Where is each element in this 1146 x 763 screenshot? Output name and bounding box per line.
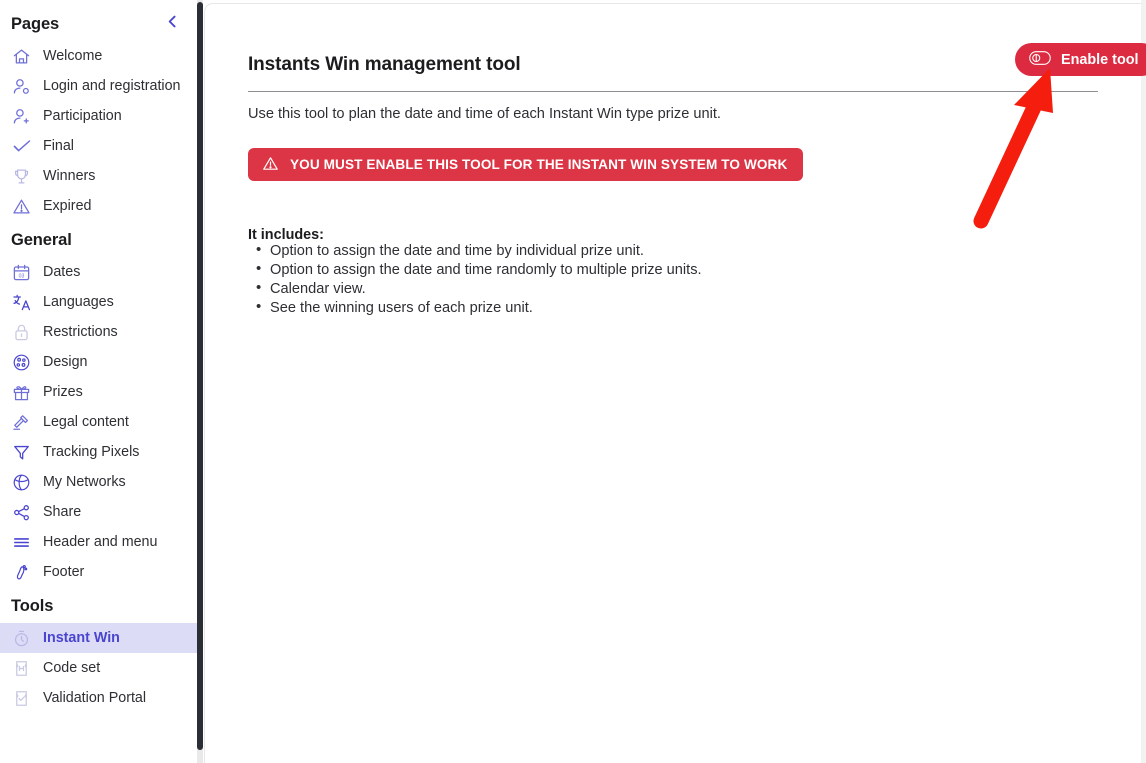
sidebar-item-label: Welcome	[43, 48, 103, 64]
globe-icon	[11, 472, 32, 493]
share-icon	[11, 502, 32, 523]
sidebar-item-label: Instant Win	[43, 630, 120, 646]
ticket-check-icon	[11, 688, 32, 709]
sidebar-header	[0, 0, 197, 41]
sidebar-item-prizes[interactable]	[0, 377, 197, 407]
sidebar-item-share[interactable]	[0, 497, 197, 527]
sidebar-item-winners[interactable]	[0, 161, 197, 191]
sidebar-item-label: Winners	[43, 168, 96, 184]
sidebar-item-footer[interactable]	[0, 557, 197, 587]
translate-icon	[11, 292, 32, 313]
menu-icon	[11, 532, 32, 553]
footprint-icon	[11, 562, 32, 583]
title-divider	[248, 91, 1098, 92]
sidebar-item-label: Share	[43, 504, 82, 520]
user-login-icon	[11, 76, 32, 97]
page-title: Instants Win management tool	[248, 54, 521, 75]
includes-list	[248, 242, 702, 318]
sidebar-item-label: Tracking Pixels	[43, 444, 140, 460]
sidebar-section-pages	[0, 41, 197, 221]
palette-icon	[11, 352, 32, 373]
sidebar-item-label: Legal content	[43, 414, 129, 430]
sidebar-item-design[interactable]	[0, 347, 197, 377]
sidebar-item-label: Restrictions	[43, 324, 118, 340]
intro-text: Use this tool to plan the date and time of each Instant Win type prize unit.	[248, 106, 721, 122]
warning-banner	[248, 148, 803, 181]
sidebar-item-label: Dates	[43, 264, 81, 280]
includes-title: It includes:	[248, 227, 324, 243]
sidebar-item-dates[interactable]	[0, 257, 197, 287]
alert-triangle-icon	[262, 155, 279, 175]
sidebar-item-participation[interactable]	[0, 101, 197, 131]
sidebar-title: Pages	[11, 14, 60, 33]
sidebar-item-restrictions[interactable]	[0, 317, 197, 347]
sidebar-item-tracking-pixels[interactable]	[0, 437, 197, 467]
svg-text:03: 03	[18, 272, 25, 279]
right-edge-strip	[1141, 0, 1146, 763]
sidebar-item-my-networks[interactable]	[0, 467, 197, 497]
sidebar-item-expired[interactable]	[0, 191, 197, 221]
sidebar-collapse-button[interactable]	[161, 13, 183, 35]
sidebar-section-heading-tools: Tools	[11, 597, 54, 615]
sidebar-item-label: My Networks	[43, 474, 126, 490]
sidebar-item-label: Footer	[43, 564, 85, 580]
sidebar-section-heading-general: General	[11, 231, 72, 249]
stopwatch-icon	[11, 628, 32, 649]
calendar-icon	[11, 262, 32, 283]
enable-tool-label: Enable tool	[1061, 51, 1139, 68]
sidebar-item-languages[interactable]	[0, 287, 197, 317]
home-icon	[11, 46, 32, 67]
sidebar-item-validation-portal[interactable]	[0, 683, 197, 713]
sidebar-item-label: Login and registration	[43, 78, 181, 94]
sidebar-item-label: Code set	[43, 660, 101, 676]
sidebar-item-final[interactable]	[0, 131, 197, 161]
sidebar-item-label: Final	[43, 138, 74, 154]
sidebar-item-login-and-registration[interactable]	[0, 71, 197, 101]
list-item: • Option to assign the date and time by individual prize unit.	[270, 242, 702, 261]
sidebar-item-label: Header and menu	[43, 534, 158, 550]
ticket-icon	[11, 658, 32, 679]
gift-icon	[11, 382, 32, 403]
sidebar-item-label: Prizes	[43, 384, 83, 400]
funnel-icon	[11, 442, 32, 463]
list-item: • Calendar view.	[270, 280, 702, 299]
alert-triangle-icon	[11, 196, 32, 217]
sidebar-item-label: Participation	[43, 108, 122, 124]
sidebar-scrollbar-thumb[interactable]	[197, 2, 203, 750]
sidebar-item-code-set[interactable]	[0, 653, 197, 683]
trophy-icon	[11, 166, 32, 187]
warning-banner-text: YOU MUST ENABLE THIS TOOL FOR THE INSTANT WIN SYSTEM TO WORK	[290, 157, 788, 172]
toggle-off-icon	[1029, 50, 1051, 70]
chevron-left-icon	[164, 13, 181, 35]
sidebar-item-label: Expired	[43, 198, 92, 214]
lock-icon	[11, 322, 32, 343]
sidebar-item-legal-content[interactable]	[0, 407, 197, 437]
user-add-icon	[11, 106, 32, 127]
main-content	[204, 3, 1142, 763]
sidebar-item-label: Validation Portal	[43, 690, 147, 706]
sidebar-item-welcome[interactable]	[0, 41, 197, 71]
sidebar	[0, 0, 197, 763]
enable-tool-button[interactable]	[1015, 43, 1146, 76]
gavel-icon	[11, 412, 32, 433]
sidebar-section-tools	[0, 623, 197, 713]
sidebar-item-header-and-menu[interactable]	[0, 527, 197, 557]
sidebar-item-instant-win[interactable]	[0, 623, 197, 653]
check-icon	[11, 136, 32, 157]
sidebar-section-general	[0, 257, 197, 587]
sidebar-item-label: Design	[43, 354, 88, 370]
list-item: • Option to assign the date and time randomly to multiple prize units.	[270, 261, 702, 280]
sidebar-item-label: Languages	[43, 294, 114, 310]
page-title-row	[248, 54, 1098, 76]
sidebar-scrollbar[interactable]	[197, 0, 203, 763]
list-item: • See the winning users of each prize unit.	[270, 299, 702, 318]
